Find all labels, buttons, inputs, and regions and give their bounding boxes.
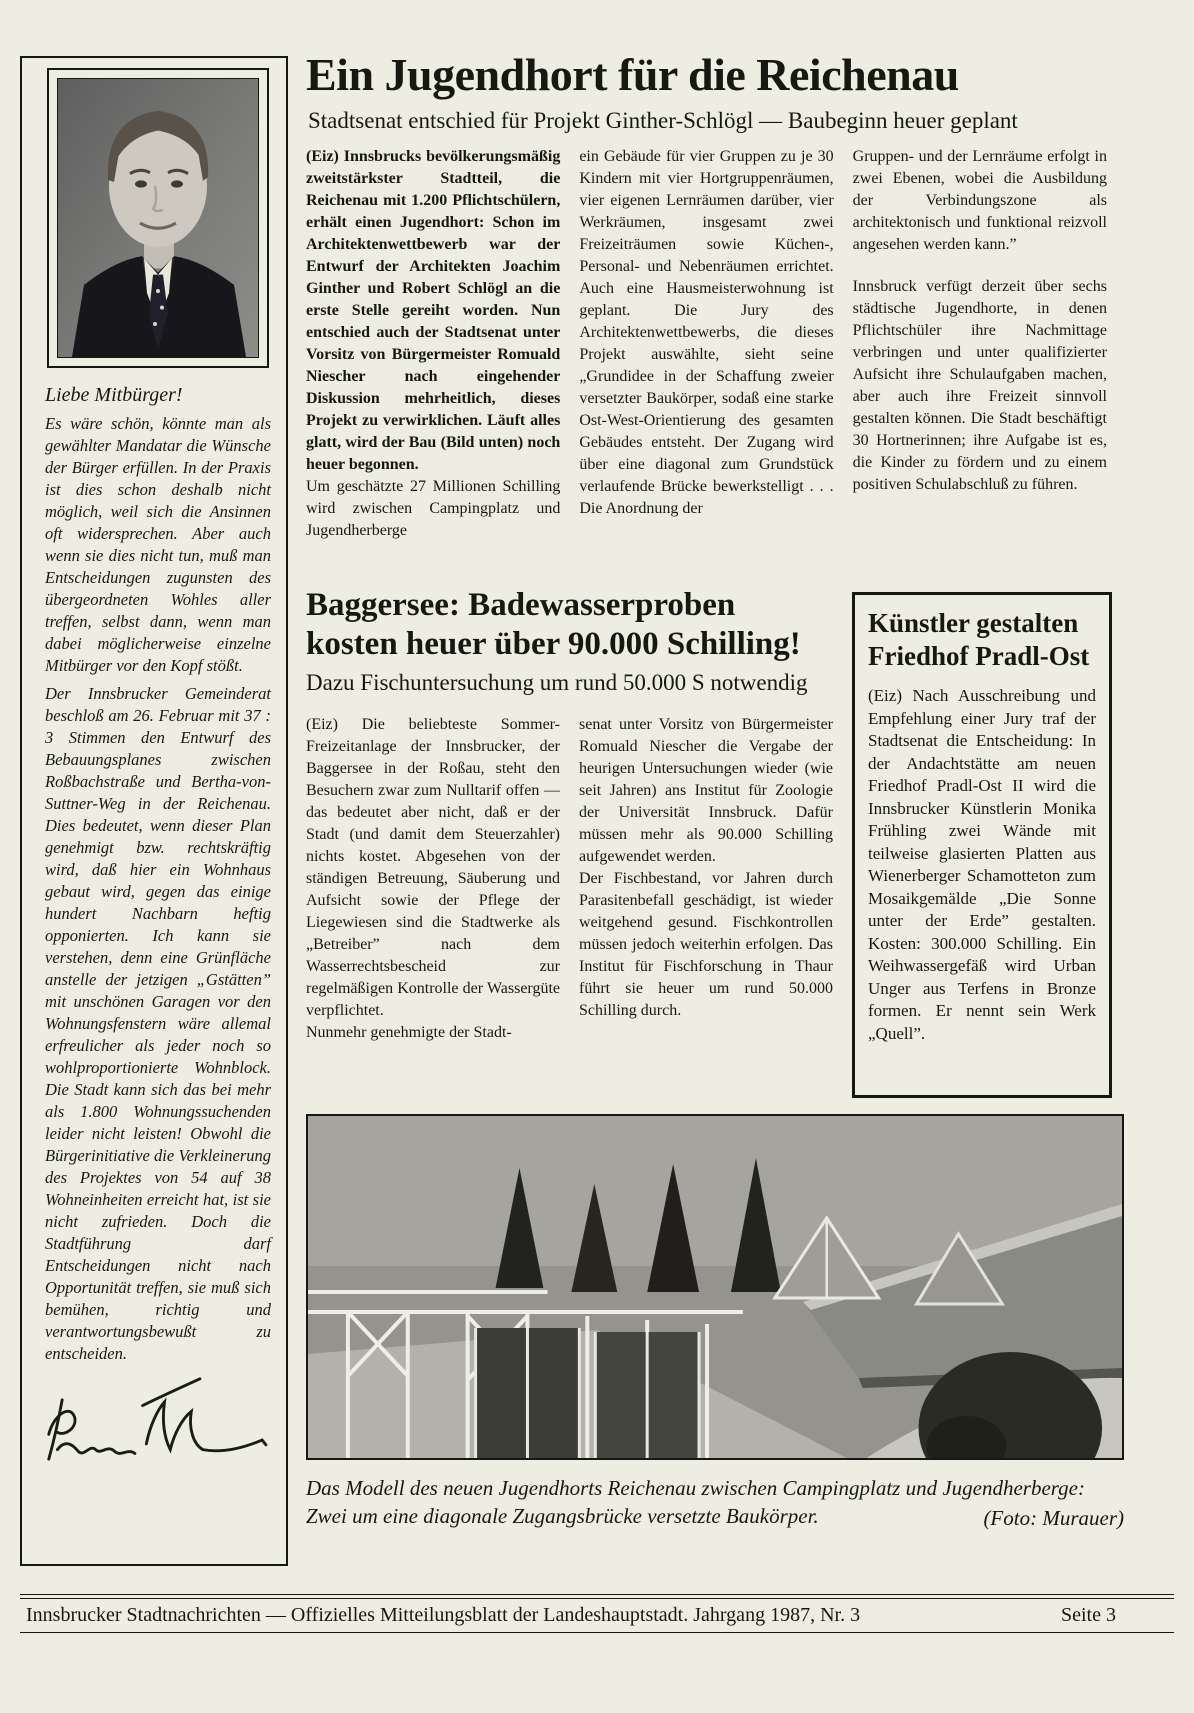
baggersee-headline-line1: Baggersee: Badewasserproben — [306, 587, 736, 623]
footer-rule-top — [20, 1594, 1174, 1595]
mayor-column — [20, 56, 288, 1566]
main-article-body — [306, 146, 1107, 578]
baggersee-subheadline: Dazu Fischuntersuchung um rund 50.000 S notwendig — [306, 670, 808, 695]
main-subheadline: Stadtsenat entschied für Projekt Ginther-Schlögl — Baubeginn heuer geplant — [308, 108, 1018, 133]
portrait-illustration — [58, 79, 258, 357]
page-footer — [20, 1594, 1174, 1633]
model-photo-illustration — [308, 1116, 1122, 1458]
baggersee-headline — [306, 586, 851, 664]
mayor-letter-paragraph: Der Innsbrucker Gemeinderat beschloß am 26. Februar mit 37 : 3 Stimmen den Entwurf des Bebauungsplanes zwischen Roßbachstraße und Bertha-von-Suttner-Weg in der Reichenau. Dies bedeutet, wenn dieser Plan genehmigt bzw. rechtskräftig wird, daß hier ein Wohnhaus gebaut wird, gegen das einige hundert Nachbarn heftig opponierten. Ich kann sie verstehen, denn eine Grünfläche anstelle der jetzigen „Gstätten” mit unschönen Garagen vor den Wohnungsfenstern wäre allemal erfreulicher als jeder noch so wohlproportionierte Wohnblock. Die Stadt kann sich das bei mehr als 1.800 Wohnungssuchenden leider nicht leisten! Obwohl die Bürgerinitiative die Verkleinerung des Projektes von 54 auf 38 Wohneinheiten erreicht hat, ist sie nicht zufrieden. Doch die Stadtführung darf Entscheidungen nicht nach Opportunität treffen, sie muß sich bemühen, richtig und verantwortungsbewußt zu entscheiden. — [45, 684, 271, 1363]
kuenstler-headline-line2: Friedhof Pradl-Ost — [868, 641, 1090, 671]
body-paragraph: Innsbruck verfügt derzeit über sechs städtische Jugendhorte, in denen Pflichtschüler ihre Nachmittage verbringen und unter qualifizierter Aufsicht ihre Schulaufgaben machen, aber auch ihre Freizeit sinnvoll gestalten können. Die Stadt beschäftigt 30 Hortnerinnen; ihre Aufgabe ist es, die Kinder zu fördern und zu einem positiven Schulabschluß zu führen. — [852, 278, 1107, 493]
body-paragraph: Gruppen- und der Lernräume erfolgt in zwei Ebenen, wobei die Ausbildung der Verbindungszone als architektonisch und funktional reizvoll angesehen werden kann.” — [852, 148, 1107, 253]
main-headline: Ein Jugendhort für die Reichenau — [306, 49, 959, 100]
photo-caption-text: Das Modell des neuen Jugendhorts Reichenau zwischen Campingplatz und Jugendherberge: Zwei um eine diagonale Zugangsbrücke versetzte Baukörper. — [306, 1476, 1085, 1528]
photo-caption — [306, 1474, 1124, 1532]
kuenstler-headline — [868, 607, 1096, 673]
body-paragraph: (Eiz) Nach Ausschreibung und Empfehlung einer Jury traf der Stadtsenat die Entscheidung: In der Andachtstätte am neuen Friedhof Pradl-Ost II wird die Innsbrucker Künstlerin Monika Frühling zwei Wände mit teilweise glasierten Platten aus Wienerberger Schamotteton zum Mosaikgemälde „Die Sonne unter der Erde” gestalten. Kosten: 300.000 Schilling. Ein Weihwassergefäß wird Urban Unger aus Terfens in Bronze formen. Er nennt sein Werk „Quell”. — [868, 686, 1096, 1043]
baggersee-column-2 — [579, 714, 833, 1076]
body-paragraph: Nunmehr genehmigte der Stadt- — [306, 1024, 512, 1041]
footer-rule-bottom — [20, 1632, 1174, 1633]
body-paragraph: senat unter Vorsitz von Bürgermeister Romuald Niescher die Vergabe der heurigen Untersuchungen wieder (wie seit Jahren) ans Institut für Zoologie der Universität Innsbruck. Dafür müssen mehr als 90.000 Schilling aufgewendet werden. — [579, 716, 833, 865]
mayor-letter-paragraph: Es wäre schön, könnte man als gewählter Mandatar die Wünsche der Bürger erfüllen. In der Praxis ist dies schon deshalb nicht möglich, weil sich die Ansinnen oft widersprechen. Aber auch wenn sie dies nicht tun, muß man Entscheidungen zugunsten des übergeordneten Wohles aller treffen, selbst dann, wenn man dabei möglicherweise einzelne Mitbürger vor den Kopf stößt. — [45, 414, 271, 675]
mayor-portrait-photo — [57, 78, 259, 358]
article-column-3 — [853, 146, 1107, 578]
mayor-signature-icon — [39, 1375, 271, 1468]
greeting: Liebe Mitbürger! — [45, 384, 183, 406]
baggersee-article-body — [306, 714, 833, 1076]
body-paragraph: ein Gebäude für vier Gruppen zu je 30 Kindern mit vier Hortgruppenräumen, vier eigenen Lernräumen darüber, vier Werkräumen, insgesamt zwei Freizeiträumen sowie Küchen-, Personal- und Nebenräumen errichtet. Auch eine Hausmeisterwohnung ist geplant. Die Jury des Architektenwettbewerbs, die dieses Projekt auswählte, sieht seine „Grundidee in der Schaffung zweier versetzter Baukörper, sodaß eine starke Ost-West-Orientierung des gesamten Gebäudes entsteht. Der Zugang wird über eine diagonal zum Grundstück verlaufende Brücke bewerkstelligt . . . Die Anordnung der — [579, 148, 834, 517]
kuenstler-headline-line1: Künstler gestalten — [868, 608, 1079, 638]
body-paragraph: Der Fischbestand, vor Jahren durch Parasitenbefall geschädigt, ist wieder weitgehend gesund. Fischkontrollen müssen jedoch weiterhin erfolgen. Das Institut für Fischforschung in Thaur führt sie heuer um rund 50.000 Schilling durch. — [579, 870, 833, 1019]
photo-credit: (Foto: Murauer) — [983, 1506, 1124, 1530]
lead-paragraph: (Eiz) Innsbrucks bevölkerungsmäßig zweitstärkster Stadtteil, die Reichenau mit 1.200 Pflichtschülern, erhält einen Jugendhort: Schon im Architektenwettbewerb war der Entwurf der Architekten Joachim Ginther und Robert Schlögl an die erste Stelle gereiht worden. Nun entschied auch der Stadtsenat unter Vorsitz von Bürgermeister Romuald Niescher nach eingehender Diskussion mehrheitlich, dieses Projekt zu verwirklichen. Läuft alles glatt, wird der Bau (Bild unten) noch heuer begonnen. — [306, 148, 561, 473]
footer-imprint: Innsbrucker Stadtnachrichten — Offizielles Mitteilungsblatt der Landeshauptstadt. Jahrgang 1987, Nr. 3 — [26, 1604, 861, 1626]
body-paragraph: (Eiz) Die beliebteste Sommer-Freizeitanlage der Innsbrucker, der Baggersee in der Roßau, steht den Besuchern zwar zum Nulltarif offen — das bedeutet aber nicht, daß er der Stadt (und damit dem Steuerzahler) nichts kostet. Abgesehen von der ständigen Betreuung, Säuberung und Aufsicht sowie der Pflege der Liegewiesen sind die Stadtwerke als „Betreiber” nach dem Wasserrechtsbescheid zur regelmäßigen Kontrolle der Wassergüte verpflichtet. — [306, 716, 560, 1019]
article-column-2 — [579, 146, 833, 578]
footer-page-number: Seite 3 — [1061, 1604, 1116, 1626]
article-column-1 — [306, 146, 560, 578]
kuenstler-box — [852, 592, 1112, 1098]
baggersee-column-1 — [306, 714, 560, 1076]
baggersee-headline-line2: kosten heuer über 90.000 Schilling! — [306, 626, 801, 662]
architecture-model-photo — [306, 1114, 1124, 1460]
portrait-frame — [47, 68, 269, 368]
body-paragraph: Um geschätzte 27 Millionen Schilling wird zwischen Campingplatz und Jugendherberge — [306, 478, 561, 539]
